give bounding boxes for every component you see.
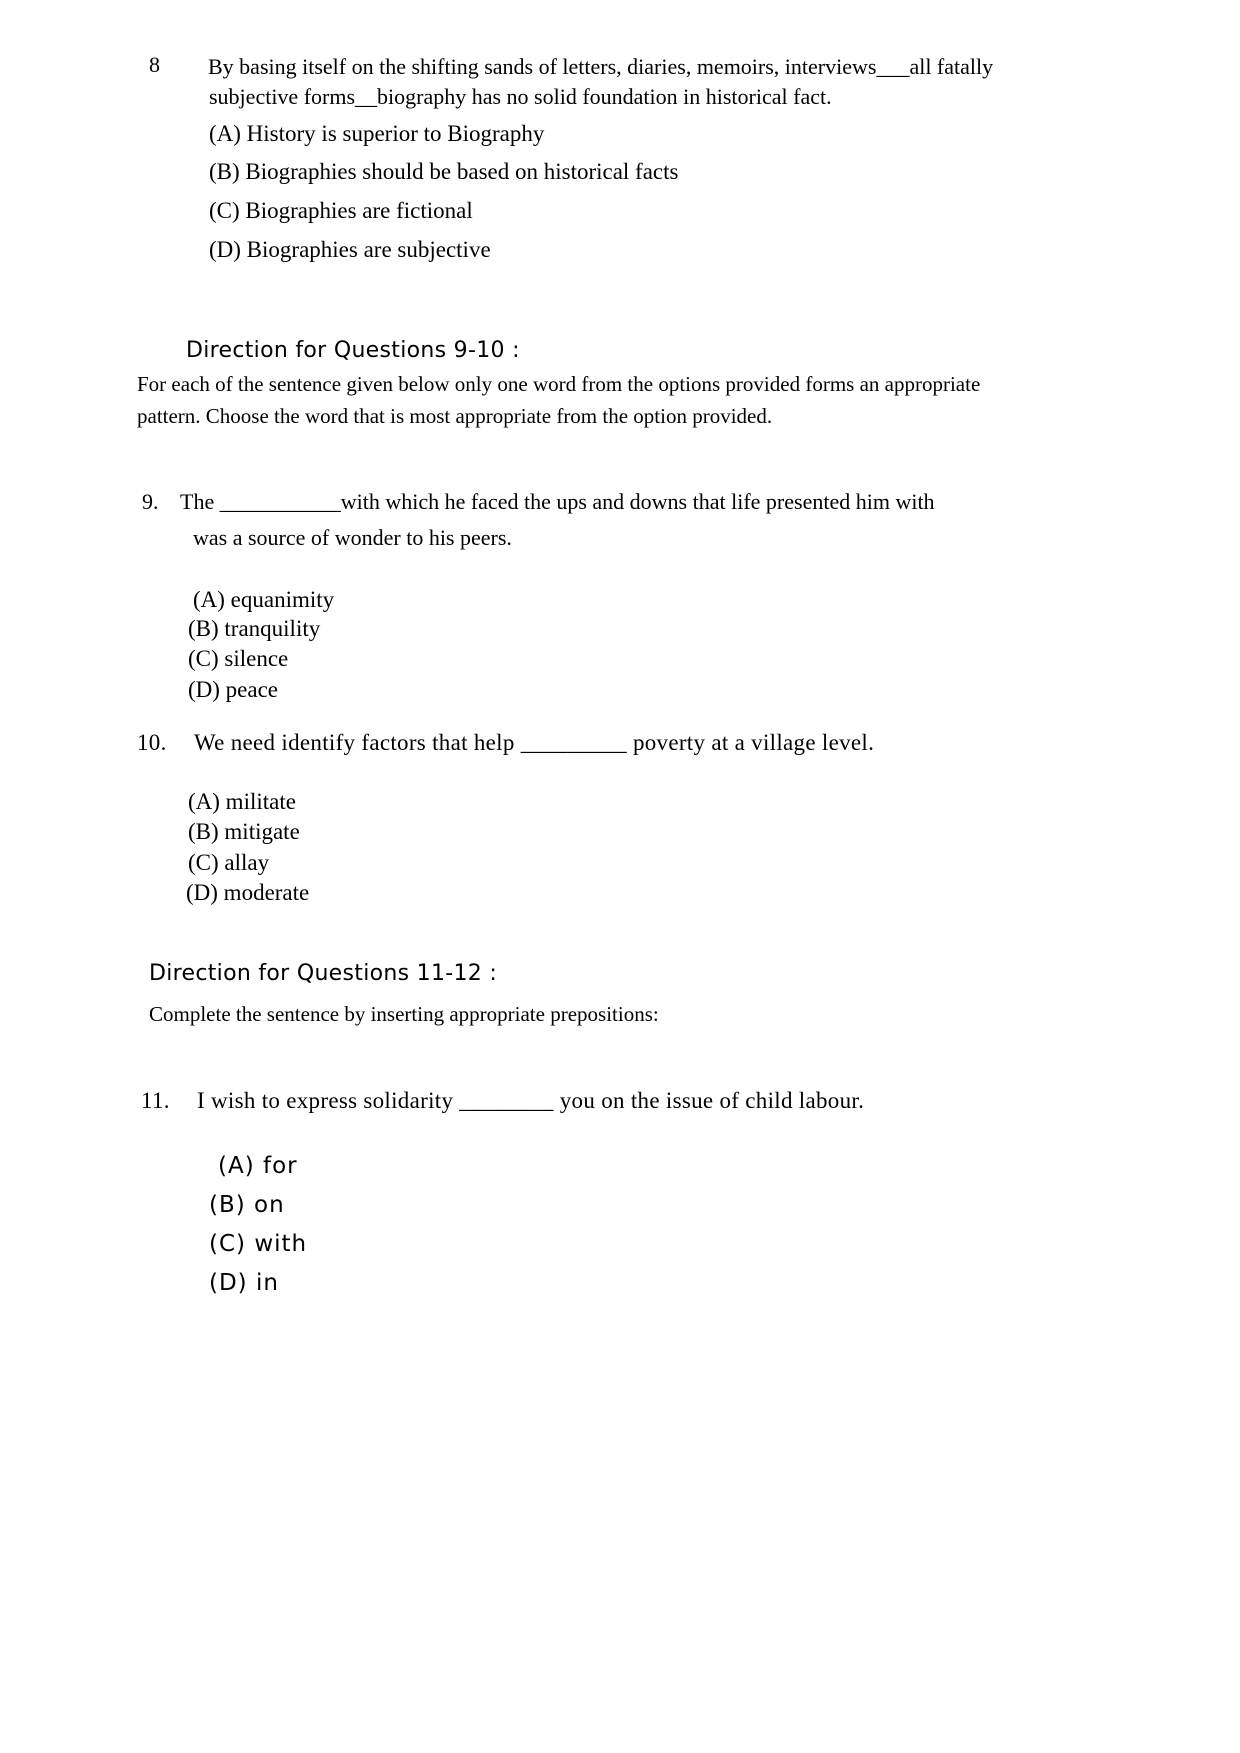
option-b: (B) tranquility bbox=[188, 616, 321, 641]
option-c: (C) with bbox=[209, 1231, 308, 1257]
direction-heading: Direction for Questions 11-12 : bbox=[149, 961, 498, 986]
option-c: (C) Biographies are fictional bbox=[209, 198, 473, 223]
option-b: (B) on bbox=[209, 1192, 285, 1218]
question-text-line-2: subjective forms__biography has no solid foundation in historical fact. bbox=[209, 84, 832, 109]
question-text-line-2: was a source of wonder to his peers. bbox=[193, 525, 512, 550]
option-c: (C) allay bbox=[188, 850, 270, 875]
question-number: 9. bbox=[142, 489, 159, 514]
direction-text-line-1: For each of the sentence given below only one word from the options provided forms an appropriate bbox=[137, 372, 981, 396]
question-text-line-1: I wish to express solidarity ________ you on the issue of child labour. bbox=[197, 1088, 865, 1113]
option-d: (D) peace bbox=[188, 677, 279, 702]
option-b: (B) mitigate bbox=[188, 819, 300, 844]
question-text-line-1: We need identify factors that help _________ poverty at a village level. bbox=[194, 730, 875, 755]
question-text-line-1: By basing itself on the shifting sands of letters, diaries, memoirs, interviews___all fatally bbox=[208, 54, 994, 79]
option-d: (D) Biographies are subjective bbox=[209, 237, 491, 262]
question-text-line-1: The ___________with which he faced the ups and downs that life presented him with bbox=[180, 489, 935, 514]
direction-text-line-2: pattern. Choose the word that is most appropriate from the option provided. bbox=[137, 404, 773, 428]
question-number: 8 bbox=[149, 52, 160, 77]
direction-heading: Direction for Questions 9-10 : bbox=[186, 338, 520, 363]
direction-text-line-1: Complete the sentence by inserting appropriate prepositions: bbox=[149, 1002, 659, 1026]
question-number: 10. bbox=[137, 730, 167, 755]
option-c: (C) silence bbox=[188, 646, 289, 671]
option-b: (B) Biographies should be based on historical facts bbox=[209, 159, 679, 184]
option-a: (A) equanimity bbox=[193, 587, 335, 612]
option-d: (D) in bbox=[209, 1270, 279, 1296]
option-a: (A) History is superior to Biography bbox=[209, 121, 545, 146]
option-a: (A) for bbox=[218, 1153, 298, 1179]
option-a: (A) militate bbox=[188, 789, 296, 814]
option-d: (D) moderate bbox=[186, 880, 310, 905]
question-number: 11. bbox=[141, 1088, 170, 1113]
